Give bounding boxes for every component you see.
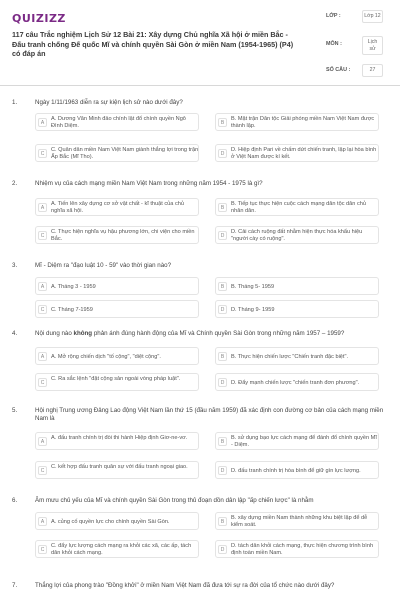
option-text: C. kết hợp đấu tranh quân sự với đấu tranh ngoại giao.: [51, 464, 188, 470]
option-d[interactable]: [215, 144, 379, 162]
option-text: D. tách dân khỏi cách mạng, thực hiện chương trình bình định toàn miền Nam.: [231, 543, 374, 556]
option-text: C. Ra sắc lệnh "đặt cộng sản ngoài vòng pháp luật".: [51, 376, 181, 382]
option-letter: C: [38, 466, 47, 475]
option-letter: C: [38, 545, 47, 554]
question-text: Nhiệm vụ của cách mạng miền Nam Việt Nam trong những năm 1954 - 1975 là gì?: [35, 180, 263, 187]
option-text: C. Thực hiện nghĩa vụ hậu phương lớn, chi viện cho miền Bắc.: [51, 229, 195, 242]
option-letter: D: [218, 231, 227, 240]
question-number: 6.: [12, 497, 18, 504]
question-text: Thắng lợi của phong trào "Đồng khởi" ở miền Nam Việt Nam đã đưa tới sự ra đời của tổ chức nào dưới đây?: [35, 582, 335, 589]
question-text: Hội nghị Trung ương Đảng Lao động Việt Nam lần thứ 15 (đầu năm 1959) đã xác định con đường cơ bản của cách mạng miền Nam là: [35, 407, 384, 423]
option-b[interactable]: [215, 432, 379, 450]
option-text: A. củng cố quyền lực cho chính quyền Sài Gòn.: [51, 518, 170, 525]
option-a[interactable]: [35, 198, 199, 216]
option-text: D. Tháng 9- 1959: [231, 306, 275, 313]
question-text-post: phản ánh đúng hành động của Mĩ và Chính quyền Sài Gòn trong những năm 1957 – 1959?: [92, 330, 345, 337]
question-text-emphasis: không: [73, 330, 93, 337]
worksheet-title: 117 câu Trắc nghiệm Lịch Sử 12 Bài 21: Xây dựng Chủ nghĩa Xã hội ở miền Bắc - Đấu tranh chống Đế quốc Mĩ và chính quyền Sài Gòn ở miền Nam (1954-1965) (P4) có đáp án: [12, 30, 294, 59]
question-text: Mĩ - Diệm ra "đạo luật 10 - 59" vào thời gian nào?: [35, 262, 172, 269]
option-b[interactable]: [215, 512, 379, 530]
option-text: A. Mở rộng chiến dịch "tố cộng", "diệt cộng".: [51, 353, 161, 360]
option-letter: B: [218, 517, 227, 526]
option-text: B. Thực hiện chiến lược "Chiến tranh đặc biệt".: [231, 353, 349, 360]
option-text: D. Hiệp định Pari về chấm dứt chiến tranh, lập lại hòa bình ở Việt Nam được kí kết.: [231, 147, 377, 160]
question-number: 1.: [12, 99, 18, 106]
option-b[interactable]: [215, 198, 379, 216]
option-d[interactable]: [215, 373, 379, 391]
option-letter: B: [218, 437, 227, 446]
option-c[interactable]: [35, 461, 199, 479]
option-letter: A: [38, 352, 47, 361]
option-c[interactable]: [35, 373, 199, 391]
option-b[interactable]: [215, 113, 379, 131]
option-d[interactable]: [215, 540, 379, 558]
option-letter: C: [38, 378, 47, 387]
option-a[interactable]: [35, 277, 199, 295]
option-letter: B: [218, 118, 227, 127]
option-d[interactable]: [215, 300, 379, 318]
option-text: D. Cải cách ruộng đất nhằm hiện thực hóa khẩu hiệu "người cày có ruộng".: [231, 229, 363, 242]
option-text: C. Quân dân miền Nam Việt Nam giành thắng lợi trong trận Ấp Bắc (Mĩ Tho).: [51, 147, 199, 160]
option-text: C. Tháng 7-1959: [51, 306, 93, 313]
option-c[interactable]: [35, 144, 199, 162]
option-a[interactable]: [35, 512, 199, 530]
option-text: A. đấu tranh chính trị đòi thi hành Hiệp định Giơ-ne-vơ.: [51, 435, 188, 441]
option-text: C. đẩy lực lượng cách mạng ra khỏi các xã, các ấp, tách dân khỏi cách mạng.: [51, 543, 192, 556]
meta-count-value: 27: [362, 64, 383, 77]
option-letter: C: [38, 149, 47, 158]
option-letter: A: [38, 517, 47, 526]
option-letter: C: [38, 231, 47, 240]
option-text: B. xây dựng miền Nam thành những khu biệt lập để dễ kiểm soát.: [231, 515, 368, 528]
option-letter: B: [218, 282, 227, 291]
quizizz-logo: QUIZIZZ: [12, 12, 66, 25]
option-d[interactable]: [215, 226, 379, 244]
option-text: D. Đẩy mạnh chiến lược "chiến tranh đơn phương".: [231, 379, 360, 386]
option-b[interactable]: [215, 277, 379, 295]
option-text: D. đấu tranh chính trị hòa bình để giữ gìn lực lượng.: [231, 467, 361, 474]
option-letter: A: [38, 203, 47, 212]
option-text: A. Tiến lên xây dựng cơ sở vật chất - kĩ thuật của chủ nghĩa xã hội.: [51, 201, 184, 214]
option-d[interactable]: [215, 461, 379, 479]
option-letter: D: [218, 305, 227, 314]
option-letter: D: [218, 466, 227, 475]
option-text: B. Tháng 5- 1959: [231, 283, 275, 290]
option-letter: D: [218, 545, 227, 554]
option-letter: A: [38, 118, 47, 127]
option-letter: C: [38, 305, 47, 314]
header-divider: [0, 85, 400, 86]
option-text: A. Dương Văn Minh đảo chính lật đổ chính quyền Ngô Đình Diệm.: [51, 116, 186, 129]
option-letter: A: [38, 282, 47, 291]
question-text: Âm mưu chủ yếu của Mĩ và chính quyền Sài Gòn trong thủ đoạn dồn dân lập "ấp chiến lược" là nhằm: [35, 497, 314, 504]
question-text: Ngày 1/11/1963 diễn ra sự kiện lịch sử nào dưới đây?: [35, 99, 183, 106]
meta-grade-value: Lớp 12: [362, 10, 383, 23]
question-number: 4.: [12, 330, 18, 337]
option-letter: B: [218, 352, 227, 361]
option-letter: B: [218, 203, 227, 212]
option-c[interactable]: [35, 300, 199, 318]
option-a[interactable]: [35, 347, 199, 365]
meta-subject-label: MÔN :: [326, 41, 342, 47]
question-number: 7.: [12, 582, 18, 589]
option-text: B. sử dụng bạo lực cách mạng để đánh đổ chính quyền Mĩ - Diệm.: [231, 435, 377, 448]
option-letter: A: [38, 437, 47, 446]
option-a[interactable]: [35, 432, 199, 450]
option-letter: D: [218, 149, 227, 158]
option-text: B. Tiếp tục thực hiện cuộc cách mạng dân tộc dân chủ nhân dân.: [231, 201, 366, 214]
option-c[interactable]: [35, 226, 199, 244]
meta-count-label: SỐ CÂU :: [326, 67, 351, 73]
option-text: A. Tháng 3 - 1959: [51, 283, 96, 290]
question-number: 3.: [12, 262, 18, 269]
question-text: [35, 330, 390, 338]
option-a[interactable]: [35, 113, 199, 131]
meta-subject-value: Lịch sử: [362, 36, 383, 55]
meta-grade-label: LỚP :: [326, 13, 341, 19]
question-text-pre: Nội dung nào: [35, 330, 74, 337]
question-number: 2.: [12, 180, 18, 187]
question-number: 5.: [12, 407, 18, 414]
option-letter: D: [218, 378, 227, 387]
option-c[interactable]: [35, 540, 199, 558]
option-text: B. Mặt trận Dân tộc Giải phóng miền Nam Việt Nam được thành lập.: [231, 116, 375, 129]
option-b[interactable]: [215, 347, 379, 365]
